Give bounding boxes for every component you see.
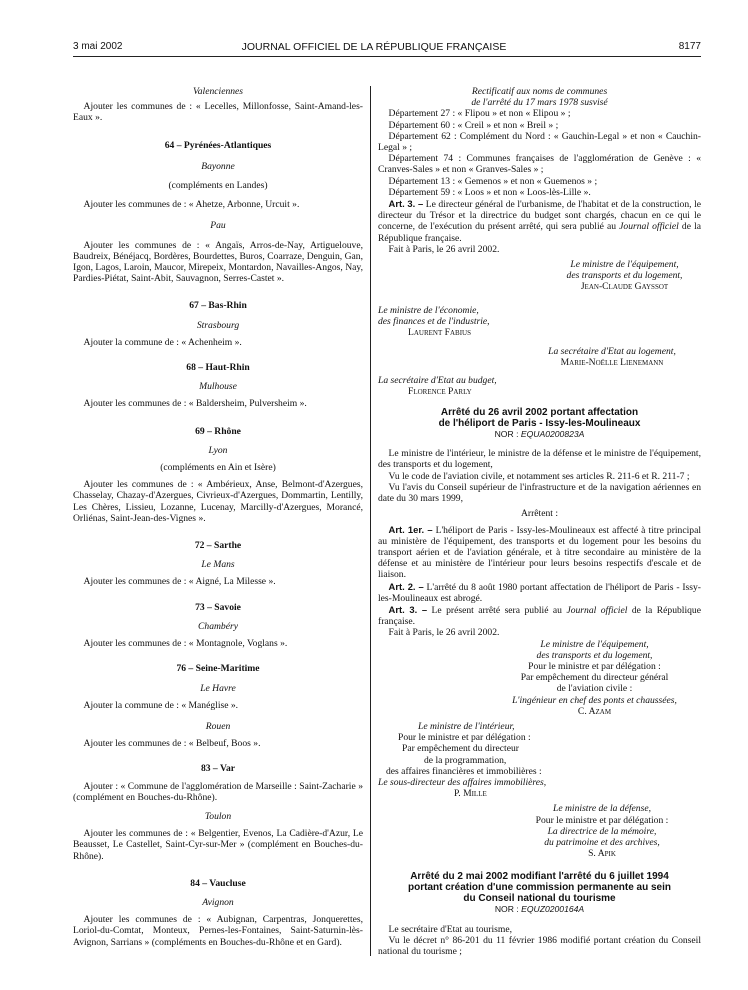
rectificatif-heading-line: Rectificatif aux noms de communes: [471, 86, 608, 97]
nor-reference: NOR : EQUA0200823A: [494, 429, 585, 440]
department-heading: 84 – Vaucluse: [190, 877, 246, 889]
decree-title: Arrêté du 26 avril 2002 portant affectation: [440, 407, 639, 419]
signature-date: Fait à Paris, le 26 avril 2002.: [388, 627, 500, 639]
signatory-name: Marie-Noëlle Lienemann: [560, 357, 664, 369]
department-heading: 83 – Var: [200, 763, 236, 775]
paragraph: Ajouter les communes de : « Belgentier, Evenos, La Cadière-d'Azur, Le Beausset, Le Castellet, Saint-Cyr-sur-Mer » (complément en Bouches-du-Rhône).: [73, 828, 363, 862]
paragraph: Le secrétaire d'Etat au tourisme,: [388, 923, 513, 935]
rectificatif-heading-line: de l'arrêté du 17 mars 1978 susvisé: [471, 97, 608, 109]
signature-block: Le ministre de l'équipement, des transports et du logement, Pour le ministre et par délégation : Par empêchement du directeur général de l'aviation civile : L'ingénieur en chef des ponts et chaussées, C. Azam: [378, 639, 701, 717]
department-heading: 76 – Seine-Maritime: [176, 663, 260, 675]
header-date: 3 mai 2002: [73, 41, 123, 52]
article-paragraph: Art. 3. – Le présent arrêté sera publié au Journal officiel de la République française.: [378, 603, 701, 628]
paragraph: Ajouter les communes de : « Aigné, La Milesse ».: [83, 576, 276, 588]
city-heading: Valenciennes: [192, 86, 244, 97]
department-heading: 69 – Rhône: [195, 425, 241, 437]
article-label: Art. 1er. –: [388, 523, 433, 535]
article-label: Art. 3. –: [388, 198, 424, 210]
paragraph: Ajouter : « Commune de l'agglomération de Marseille : Saint-Zacharie » (complément en Bouches-du-Rhône).: [73, 780, 363, 803]
city-heading: Le Mans: [201, 559, 235, 571]
complement-note: (compléments en Landes): [168, 180, 268, 192]
signatory-name: C. Azam: [577, 705, 612, 717]
paragraph: Vu le décret n° 86-201 du 11 février 1986 modifié portant création du Conseil national du tourisme ;: [378, 934, 701, 957]
city-heading: Toulon: [204, 810, 232, 822]
correction-line: Département 74 : Communes françaises de l'agglomération de Genève : « Cranves-Sales » et non « Granves-Sales » ;: [378, 153, 701, 176]
signature-block: Le ministre de la défense, Pour le ministre et par délégation : La directrice de la mémoire, du patrimoine et des archives, S. Apik: [378, 803, 701, 859]
header-rule: [73, 56, 701, 57]
correction-line: Département 13 : « Gemenos » et non « Guemenos » ;: [388, 175, 598, 187]
paragraph: Ajouter les communes de : « Aubignan, Carpentras, Jonquerettes, Loriol-du-Comtat, Monteux, Pernes-les-Fontaines, Saint-Saturnin-lès-Avignon, Sarrians » (compléments en Bouches-du-Rhône et en Gard).: [73, 914, 363, 948]
nor-reference: NOR : EQUZ0200164A: [494, 904, 585, 915]
article-paragraph: Art. 3. – Le directeur général de l'urbanisme, de l'habitat et de la construction, le directeur du Trésor et la directrice du budget sont chargés, chacun en ce qui le concerne, de l'exécution du présent arrêté, qui sera publié au Journal officiel de la République française.: [378, 198, 701, 244]
decree-title: de l'héliport de Paris - Issy-les-Moulineaux: [438, 418, 641, 430]
signatory-name: P. Mille: [454, 788, 487, 800]
department-heading: 67 – Bas-Rhin: [189, 300, 247, 312]
decree-title: Arrêté du 2 mai 2002 modifiant l'arrêté du 6 juillet 1994: [410, 871, 669, 883]
signature-block: Le ministre de l'équipement, des transports et du logement, Jean-Claude Gayssot: [378, 259, 701, 293]
arretent: Arrêtent :: [520, 508, 559, 520]
paragraph: Ajouter les communes de : « Ambérieux, Anse, Belmont-d'Azergues, Chasselay, Chazay-d'Azergues, Civrieux-d'Azergues, Dommartin, Lentilly, Les Chères, Lissieu, Lozanne, Lucenay, Marcilly-d'Azergues, Morancé, Orliénas, Saint-Jean-des-Vignes ».: [73, 479, 363, 524]
paragraph: Ajouter la commune de : « Manéglise ».: [83, 699, 239, 711]
article-paragraph: Art. 1er. – L'héliport de Paris - Issy-les-Moulineaux est affecté à titre principal au ministère de l'équipement, des transports et du logement pour les besoins du transport aérien et de l'aviation générale, et à titre secondaire au ministère de la défense et au ministère de l'intérieur pour leurs besoins respectifs d'escale et de liaison.: [378, 523, 701, 581]
signature-block: La secrétaire d'Etat au budget, Florence Parly: [378, 375, 701, 397]
header-title: JOURNAL OFFICIEL DE LA RÉPUBLIQUE FRANÇAISE: [241, 41, 507, 53]
article-label: Art. 3. –: [388, 603, 428, 615]
article-label: Art. 2. –: [388, 580, 424, 592]
right-column: [378, 86, 701, 957]
left-column: [73, 86, 363, 948]
city-heading: Strasbourg: [196, 319, 240, 331]
department-heading: 73 – Savoie: [195, 601, 241, 613]
signature-block: Le ministre de l'intérieur, Pour le ministre et par délégation : Par empêchement du directeur de la programmation, des affaires financières et immobilières : Le sous-directeur des affaires immobilières, P. Mille: [378, 721, 701, 799]
paragraph: Ajouter les communes de : « Belbeuf, Boos ».: [83, 738, 261, 750]
paragraph: Ajouter les communes de : « Lecelles, Millonfosse, Saint-Amand-les-Eaux ».: [73, 101, 363, 124]
city-heading: Chambéry: [198, 620, 238, 632]
complement-note: (compléments en Ain et Isère): [160, 462, 276, 474]
correction-line: Département 27 : « Flipou » et non « Elipou » ;: [388, 108, 571, 120]
paragraph: Vu le code de l'aviation civile, et notamment ses articles R. 211-6 et R. 211-7 ;: [388, 470, 690, 482]
paragraph: Ajouter la commune de : « Achenheim ».: [83, 336, 242, 348]
article-paragraph: Art. 2. – L'arrêté du 8 août 1980 portant affectation de l'héliport de Paris - Issy-les-Moulineaux est abrogé.: [378, 580, 701, 604]
signatory-name: S. Apik: [588, 848, 616, 860]
signatory-name: Florence Parly: [408, 385, 472, 397]
correction-line: Département 62 : Complément du Nord : « Gauchin-Legal » et non « Cauchin-Legal » ;: [378, 130, 701, 154]
paragraph: Le ministre de l'intérieur, le ministre de la défense et le ministre de l'équipement, des transports et du logement,: [378, 448, 701, 471]
paragraph: Ajouter les communes de : « Montagnole, Voglans ».: [83, 638, 288, 650]
correction-line: Département 60 : « Creil » et non « Breil » ;: [388, 119, 559, 131]
column-divider: [370, 86, 371, 956]
paragraph: Ajouter les communes de : « Baldersheim, Pulversheim ».: [83, 398, 307, 410]
page-header: [0, 41, 748, 55]
city-heading: Bayonne: [201, 160, 235, 172]
city-heading: Avignon: [202, 896, 234, 908]
city-heading: Pau: [210, 220, 226, 232]
decree-title: du Conseil national du tourisme: [463, 893, 616, 905]
department-heading: 72 – Sarthe: [194, 540, 242, 552]
paragraph: Ajouter les communes de : « Angaïs, Arros-de-Nay, Artiguelouve, Baudreix, Bénéjacq, Bordères, Bourdettes, Buros, Coarraze, Denguin, Gan, Igon, Lagos, Laroin, Maucor, Mirepeix, Montardon, Navailles-Angos, Nay, Pardies-Piétat, Saint-Abit, Sauvagnon, Serres-Castet ».: [73, 239, 363, 285]
signature-block: La secrétaire d'Etat au logement, Marie-Noëlle Lienemann: [378, 346, 701, 368]
signature-date: Fait à Paris, le 26 avril 2002.: [388, 243, 500, 255]
city-heading: Lyon: [208, 444, 228, 456]
signature-block: Le ministre de l'économie, des finances et de l'industrie, Laurent Fabius: [378, 305, 701, 339]
city-heading: Mulhouse: [199, 381, 237, 393]
correction-line: Département 59 : « Loos » et non « Loos-lès-Lille ».: [388, 186, 591, 198]
department-heading: 64 – Pyrénées-Atlantiques: [164, 139, 272, 151]
department-heading: 68 – Haut-Rhin: [186, 362, 250, 374]
paragraph: Vu l'avis du Conseil supérieur de l'infrastructure et de la navigation aériennes en date du 30 mars 1999,: [378, 481, 701, 505]
signatory-name: Jean-Claude Gayssot: [580, 281, 669, 293]
city-heading: Rouen: [205, 720, 231, 732]
signatory-name: Laurent Fabius: [408, 327, 471, 339]
paragraph: Ajouter les communes de : « Ahetze, Arbonne, Urcuit ».: [83, 199, 300, 211]
header-page-number: 8177: [678, 41, 701, 52]
city-heading: Le Havre: [200, 682, 236, 694]
decree-title: portant création d'une commission permanente au sein: [408, 882, 671, 894]
